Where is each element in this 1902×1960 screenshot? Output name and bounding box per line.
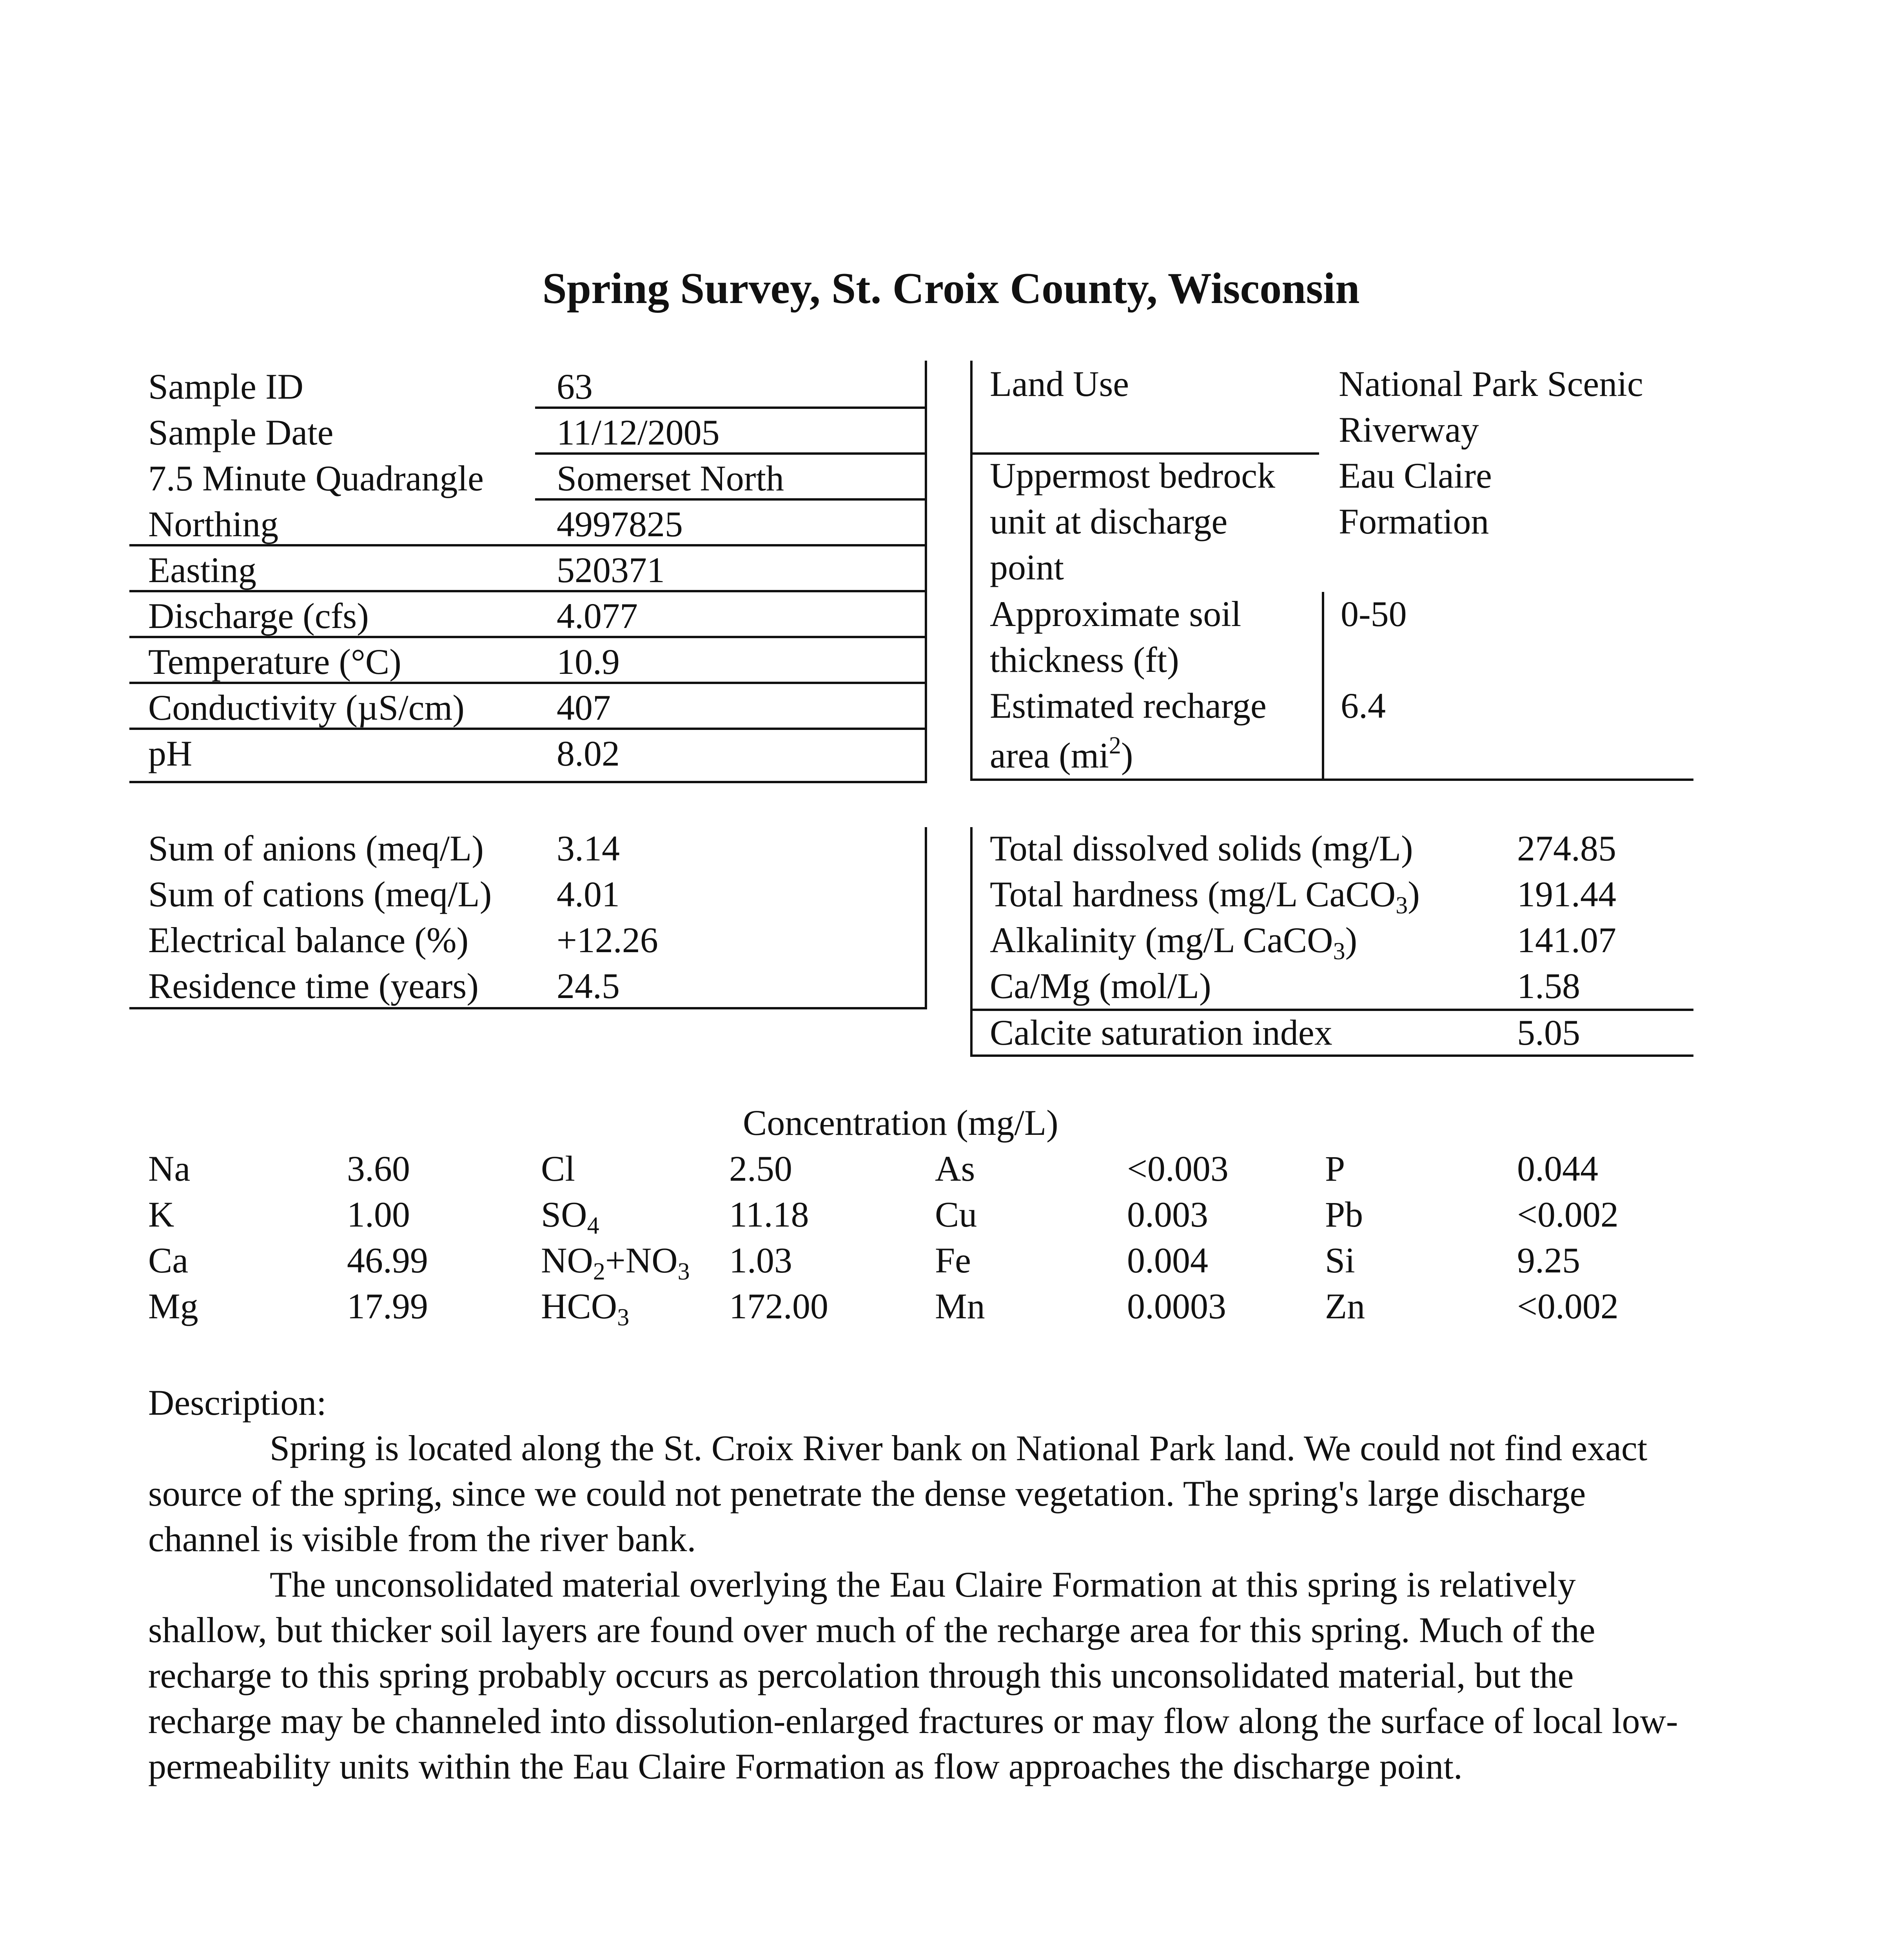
element-value: 0.0003 — [1127, 1286, 1226, 1326]
value-temperature: 10.9 — [557, 642, 620, 682]
label-easting: Easting — [148, 550, 256, 590]
value-bedrock-2: Formation — [1339, 501, 1489, 541]
rule — [129, 590, 927, 592]
element-value: <0.003 — [1127, 1149, 1229, 1189]
element-value: 0.003 — [1127, 1194, 1208, 1234]
label-sum-cations: Sum of cations (meq/L) — [148, 874, 492, 914]
label-hardness: Total hardness (mg/L CaCO$_3$) — [990, 874, 1420, 919]
value-sum-cations: 4.01 — [557, 874, 620, 914]
element-value: 2.50 — [729, 1149, 792, 1189]
rule — [970, 779, 1693, 781]
rule — [129, 636, 927, 638]
rule — [1322, 592, 1324, 781]
element: $HCO_3$ — [541, 1286, 630, 1331]
rule — [925, 827, 927, 1009]
value-soil: 0-50 — [1341, 594, 1407, 634]
element-value: 9.25 — [1517, 1240, 1580, 1280]
rule — [970, 361, 973, 781]
label-recharge-1: Estimated recharge — [990, 686, 1267, 726]
label-ph: pH — [148, 733, 192, 773]
label-bedrock-2: unit at discharge — [990, 501, 1228, 541]
value-calcite: 5.05 — [1517, 1013, 1580, 1053]
rule — [970, 1054, 1693, 1057]
label-sample-id: Sample ID — [148, 367, 304, 407]
rule — [129, 1007, 927, 1009]
rule — [970, 827, 973, 1056]
description-paragraph: The unconsolidated material overlying the Eau Claire Formation at this spring is relatively shallow, but thicker soil layers are found over much of the recharge area for this spring. Much of the recharge to this spring probably occurs as percolation through this unconsolidated material, but the recharge may be channeled into dissolution-enlarged fractures or may flow along the surface of local low-permeability units within the Eau Claire Formation as flow approaches the discharge point. — [148, 1564, 1678, 1786]
element-value: 0.004 — [1127, 1240, 1208, 1280]
value-northing: 4997825 — [557, 504, 683, 544]
description — [148, 1380, 1685, 1789]
rule — [129, 544, 927, 546]
label-tds: Total dissolved solids (mg/L) — [990, 828, 1413, 868]
label-sample-date: Sample Date — [148, 412, 334, 452]
label-conductivity: Conductivity (µS/cm) — [148, 688, 465, 728]
element-value: 3.60 — [347, 1149, 410, 1189]
value-tds: 274.85 — [1517, 828, 1616, 868]
value-conductivity: 407 — [557, 688, 611, 728]
label-ca-mg: Ca/Mg (mol/L) — [990, 966, 1211, 1006]
element: Na — [148, 1149, 191, 1189]
element-value: 1.00 — [347, 1194, 410, 1234]
label-calcite: Calcite saturation index — [990, 1013, 1332, 1053]
element: Mn — [935, 1286, 985, 1326]
label-temperature: Temperature (°C) — [148, 642, 401, 682]
value-alkalinity: 141.07 — [1517, 920, 1616, 960]
value-discharge: 4.077 — [557, 596, 638, 636]
value-electrical-balance: +12.26 — [557, 920, 658, 960]
label-northing: Northing — [148, 504, 279, 544]
element: Si — [1325, 1240, 1355, 1280]
rule — [535, 407, 927, 409]
label-alkalinity: Alkalinity (mg/L CaCO$_3$) — [990, 920, 1358, 965]
value-land-use-2: Riverway — [1339, 410, 1479, 450]
value-bedrock-1: Eau Claire — [1339, 456, 1492, 495]
element: $SO_4$ — [541, 1194, 599, 1239]
label-electrical-balance: Electrical balance (%) — [148, 920, 469, 960]
label-land-use: Land Use — [990, 364, 1129, 404]
element: Ca — [148, 1240, 189, 1280]
label-bedrock-3: point — [990, 547, 1064, 587]
label-soil-1: Approximate soil — [990, 594, 1241, 634]
rule — [970, 452, 1319, 455]
element-value: 11.18 — [729, 1194, 809, 1234]
element-value: <0.002 — [1517, 1286, 1619, 1326]
element: Cu — [935, 1194, 977, 1234]
element: Mg — [148, 1286, 198, 1326]
element: Cl — [541, 1149, 575, 1189]
element-value: 1.03 — [729, 1240, 792, 1280]
rule — [129, 682, 927, 684]
description-label: Description: — [148, 1383, 327, 1423]
value-quadrangle: Somerset North — [557, 458, 784, 498]
label-bedrock-1: Uppermost bedrock — [990, 456, 1276, 495]
value-easting: 520371 — [557, 550, 665, 590]
element-value: 17.99 — [347, 1286, 428, 1326]
element: $NO_2+NO_3$ — [541, 1240, 690, 1285]
label-soil-2: thickness (ft) — [990, 640, 1179, 680]
element: Zn — [1325, 1286, 1365, 1326]
rule — [129, 728, 927, 730]
label-recharge-2: area $(mi^2)$ — [990, 732, 1133, 775]
label-sum-anions: Sum of anions (meq/L) — [148, 828, 484, 868]
element-value: 172.00 — [729, 1286, 828, 1326]
rule — [129, 781, 927, 783]
element: As — [935, 1149, 975, 1189]
label-residence-time: Residence time (years) — [148, 966, 479, 1006]
value-recharge: 6.4 — [1341, 686, 1386, 726]
element: Fe — [935, 1240, 971, 1280]
label-quadrangle: 7.5 Minute Quadrangle — [148, 458, 484, 498]
rule — [925, 361, 927, 783]
value-ph: 8.02 — [557, 733, 620, 773]
value-land-use-1: National Park Scenic — [1339, 364, 1643, 404]
element-value: <0.002 — [1517, 1194, 1619, 1234]
page-title: Spring Survey, St. Croix County, Wisconsin — [542, 264, 1360, 313]
element: P — [1325, 1149, 1345, 1189]
description-paragraph: Spring is located along the St. Croix River bank on National Park land. We could not find exact source of the spring, since we could not penetrate the dense vegetation. The spring's large discharge channel is visible from the river bank. — [148, 1428, 1648, 1559]
value-ca-mg: 1.58 — [1517, 966, 1580, 1006]
value-sum-anions: 3.14 — [557, 828, 620, 868]
element: K — [148, 1194, 174, 1234]
concentration-header: Concentration (mg/L) — [743, 1103, 1058, 1143]
value-sample-date: 11/12/2005 — [557, 412, 720, 452]
value-sample-id: 63 — [557, 367, 593, 407]
label-discharge: Discharge (cfs) — [148, 596, 369, 636]
element: Pb — [1325, 1194, 1363, 1234]
rule — [970, 1009, 1693, 1011]
element-value: 46.99 — [347, 1240, 428, 1280]
rule — [535, 498, 927, 501]
value-hardness: 191.44 — [1517, 874, 1616, 914]
rule — [535, 452, 927, 455]
element-value: 0.044 — [1517, 1149, 1598, 1189]
value-residence-time: 24.5 — [557, 966, 620, 1006]
